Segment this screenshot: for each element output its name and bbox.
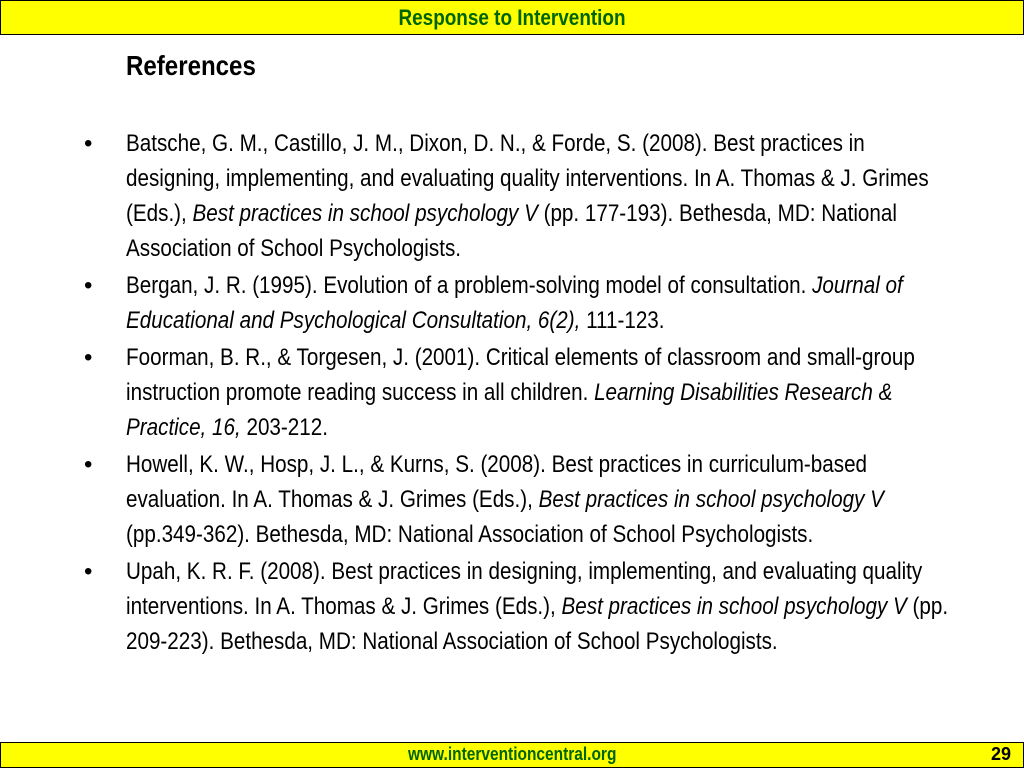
bullet-icon: • bbox=[84, 130, 93, 157]
slide-heading: References bbox=[126, 50, 256, 81]
bullet-icon: • bbox=[84, 344, 93, 371]
reference-text-end: 111-123. bbox=[580, 307, 665, 334]
reference-text-start: Batsche, G. M., Castillo, J. M., Dixon, D. N., & Forde, S. (2008). Best practices in designing, implementing, and evaluating quality interventions. In A. Thomas & J. Grimes (Eds.), bbox=[126, 130, 929, 227]
reference-text-start: Bergan, J. R. (1995). Evolution of a problem-solving model of consultation. bbox=[126, 272, 813, 299]
reference-text-start: Foorman, B. R., & Torgesen, J. (2001). Critical elements of classroom and small-group instruction promote reading success in all children. bbox=[126, 344, 915, 406]
reference-text-end: 203-212. bbox=[240, 414, 328, 441]
reference-text-end: (pp. 209-223). Bethesda, MD: National Association of School Psychologists. bbox=[126, 593, 949, 655]
bullet-icon: • bbox=[84, 272, 93, 299]
footer-url-container bbox=[1, 744, 1023, 765]
reference-item bbox=[84, 126, 1024, 266]
page-number: 29 bbox=[990, 744, 1011, 764]
header-title: Response to Intervention bbox=[398, 4, 626, 30]
reference-text-end: (pp.349-362). Bethesda, MD: National Association of School Psychologists. bbox=[126, 521, 814, 548]
reference-text bbox=[126, 340, 950, 445]
reference-item bbox=[84, 340, 1024, 445]
reference-text-start: Upah, K. R. F. (2008). Best practices in designing, implementing, and evaluating quality interventions. In A. Thomas & J. Grimes (Eds.), bbox=[126, 558, 923, 620]
bullet-icon: • bbox=[84, 451, 93, 478]
bullet-icon: • bbox=[84, 558, 93, 585]
reference-title-italic: Learning Disabilities Research & Practice, 16, bbox=[126, 379, 893, 441]
header-banner bbox=[0, 0, 1024, 35]
reference-item bbox=[84, 554, 1024, 659]
reference-title-italic: Journal of Educational and Psychological Consultation, 6(2), bbox=[126, 272, 903, 334]
reference-text bbox=[126, 447, 950, 552]
footer-url-link[interactable]: www.interventioncentral.org bbox=[407, 744, 617, 764]
reference-text-end: (pp. 177-193). Bethesda, MD: National Association of School Psychologists. bbox=[126, 200, 897, 262]
reference-title-italic: Best practices in school psychology V bbox=[538, 486, 884, 513]
reference-text bbox=[126, 126, 950, 266]
reference-text bbox=[126, 268, 950, 338]
reference-title-italic: Best practices in school psychology V bbox=[192, 200, 538, 227]
footer-banner bbox=[0, 742, 1024, 768]
reference-title-italic: Best practices in school psychology V bbox=[561, 593, 907, 620]
reference-item bbox=[84, 268, 1024, 338]
reference-list bbox=[84, 126, 1024, 661]
reference-text-start: Howell, K. W., Hosp, J. L., & Kurns, S. (2008). Best practices in curriculum-based evaluation. In A. Thomas & J. Grimes (Eds.), bbox=[126, 451, 868, 513]
reference-item bbox=[84, 447, 1024, 552]
reference-text bbox=[126, 554, 950, 659]
